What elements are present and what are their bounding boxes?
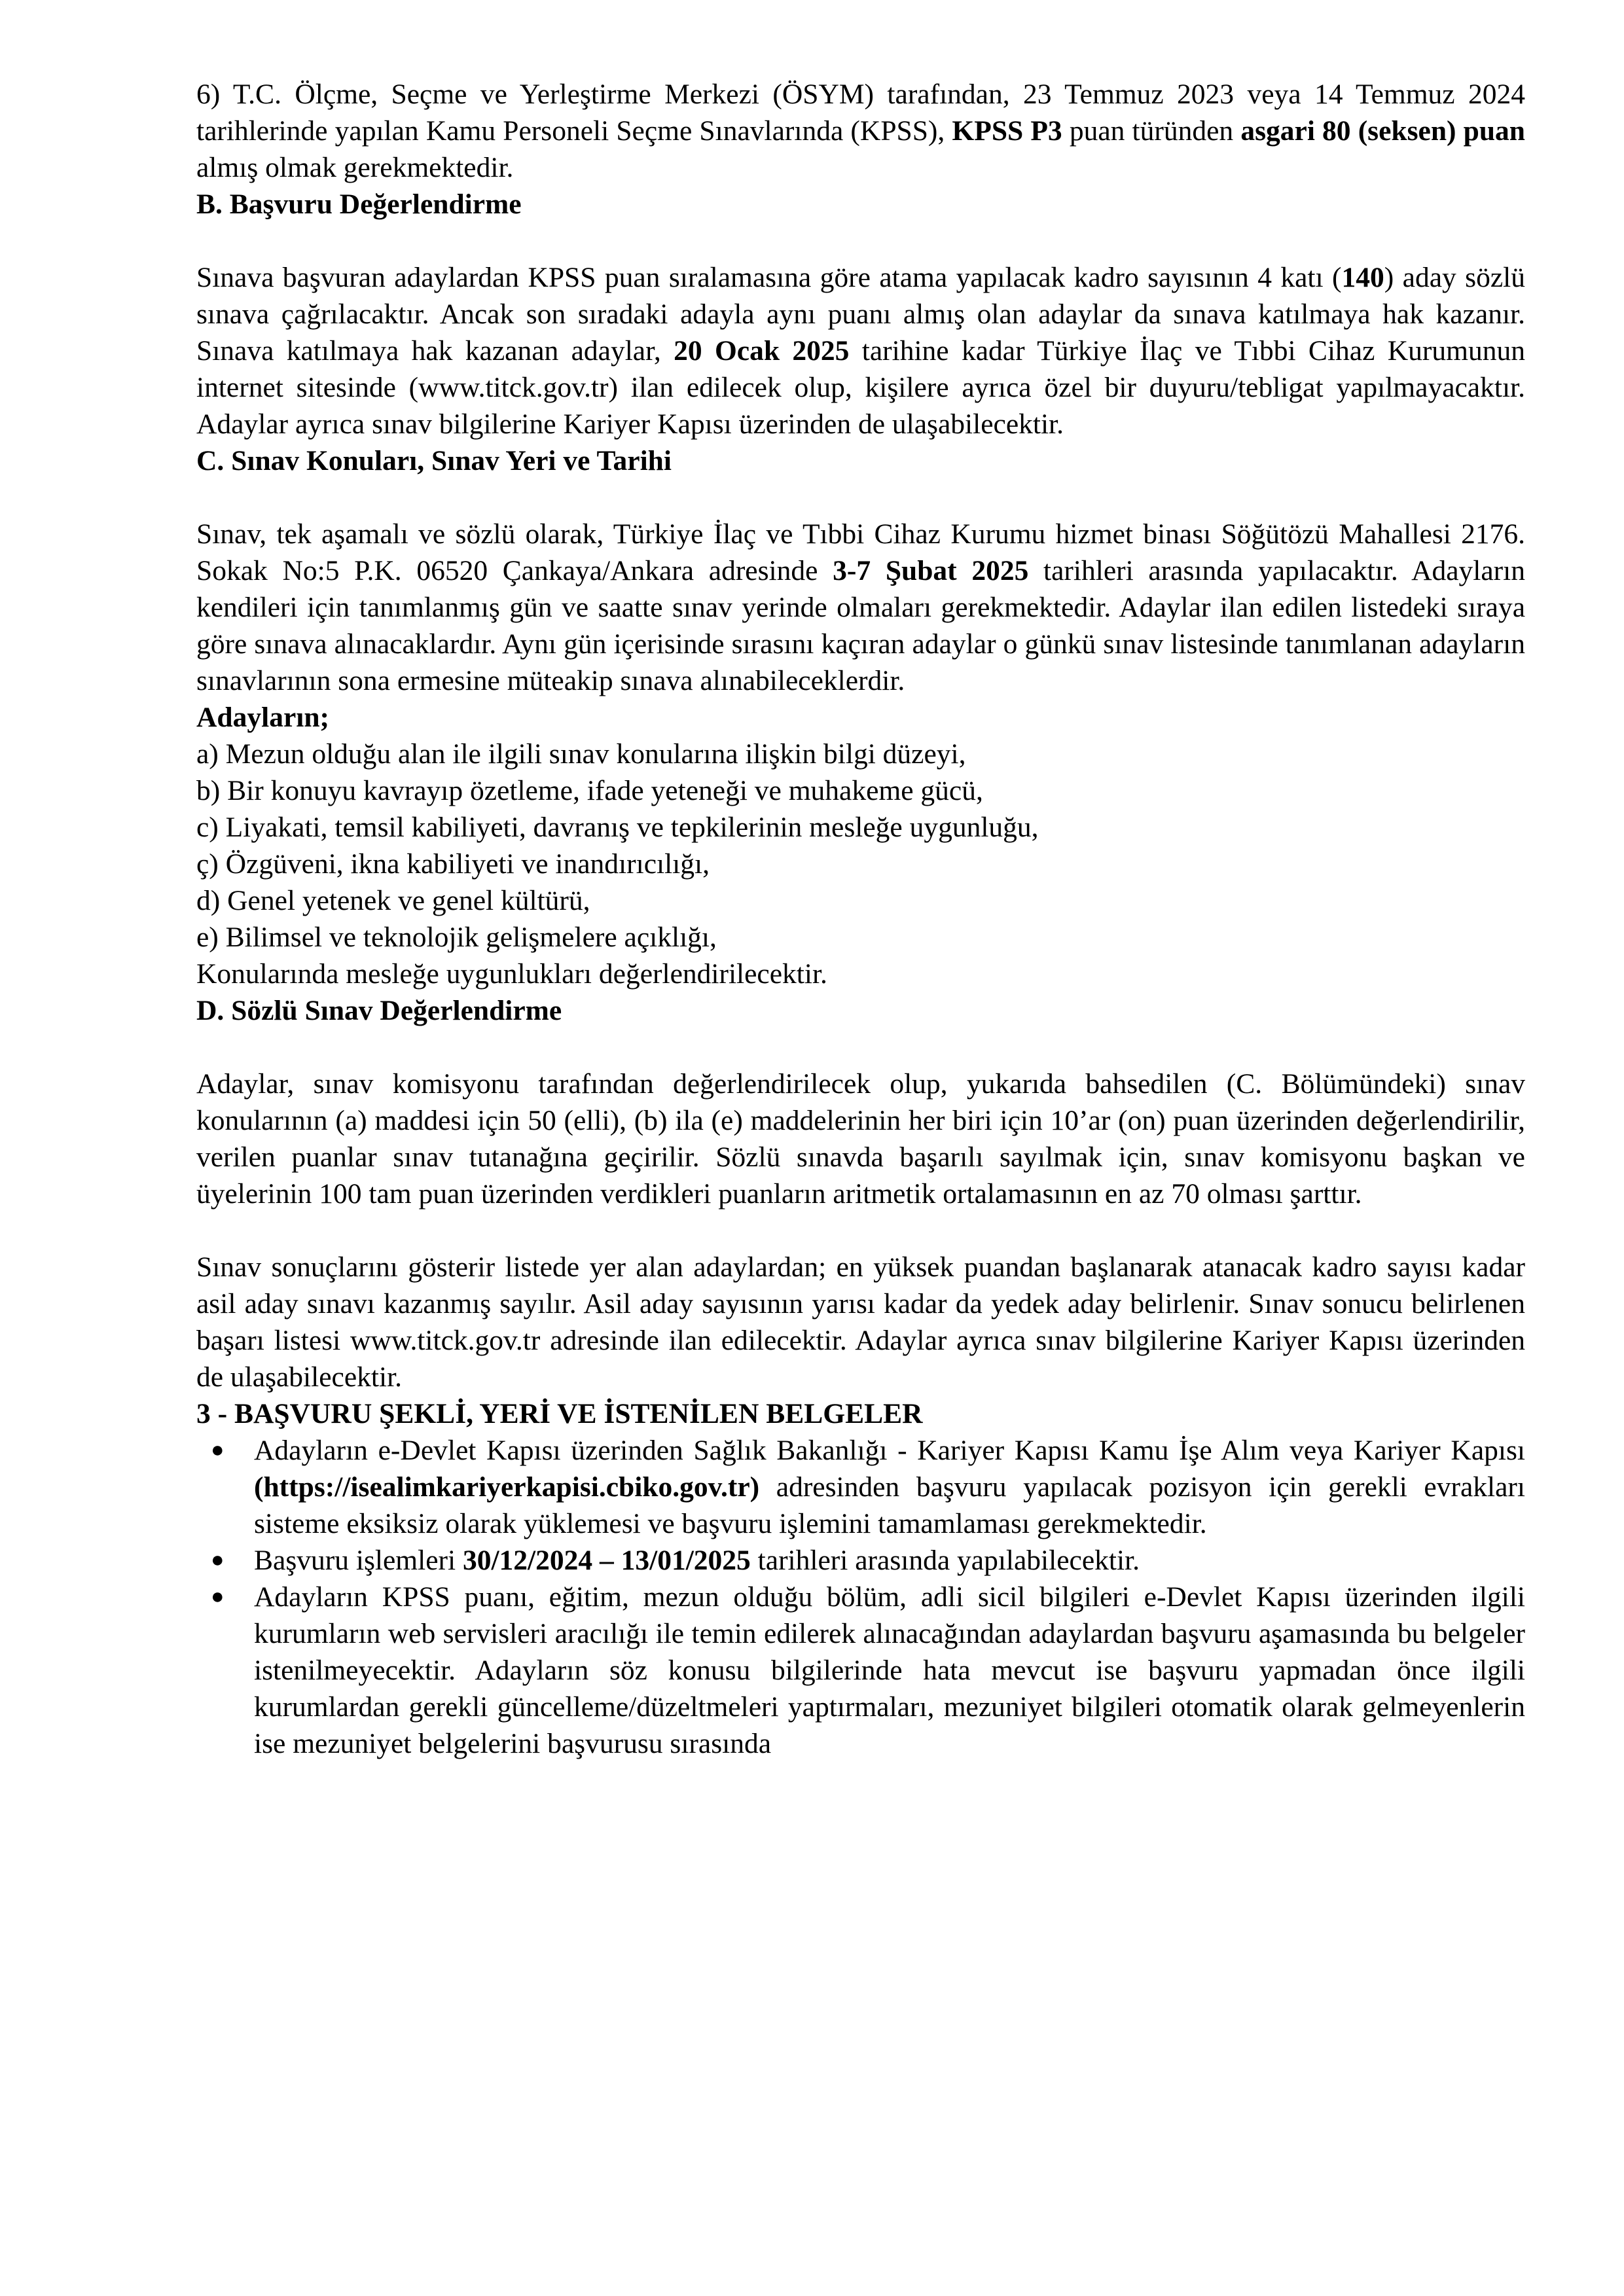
section-d-paragraph-1: Adaylar, sınav komisyonu tarafından değerlendirilecek olup, yukarıda bahsedilen (C. Bölümündeki) sınav konularının (a) maddesi için 50 (elli), (b) ila (e) maddelerinin her biri için 10’ar (on) puan üzerinden değerlendirilir, verilen puanlar sınav tutanağına geçirilir. Sözlü sınavda başarılı sayılmak için, sınav komisyonu başkan ve üyelerinin 100 tam puan üzerinden verdikleri puanların aritmetik ortalamasının en az 70 olması şarttır. [196,1068,1525,1210]
criteria-item: ç) Özgüveni, ikna kabiliyeti ve inandırıcılığı, [196,848,710,880]
bullet-icon: ● [211,1438,225,1462]
bullet-item-documents: ● Adayların KPSS puanı, eğitim, mezun olduğu bölüm, adli sicil bilgileri e-Devlet Kapısı üzerinden ilgili kurumların web servisleri aracılığı ile temin edilerek alınacağından adaylardan başvuru aşamasında bu belgeler istenilmeyecektir. Adayların söz konusu bilgilerinde hata mevcut ise başvuru yapmadan önce ilgili kurumlardan gerekli güncelleme/düzeltmeleri yaptırmaları, mezuniyet bilgileri otomatik olarak gelmeyenlerin ise mezuniyet belgelerini başvurusu sırasında [196,1579,1525,1762]
section-c-heading: C. Sınav Konuları, Sınav Yeri ve Tarihi [196,445,672,476]
section-3-heading: 3 - BAŞVURU ŞEKLİ, YERİ VE İSTENİLEN BELGELER [196,1398,923,1429]
criteria-item: c) Liyakati, temsil kabiliyeti, davranış ve tepkilerinin mesleğe uygunluğu, [196,812,1039,843]
document-page [196,76,1525,1762]
bullet-item-application-portal: ● Adayların e-Devlet Kapısı üzerinden Sağlık Bakanlığı - Kariyer Kapısı Kamu İşe Alım veya Kariyer Kapısı (https://isealimkariyerkapisi.cbiko.gov.tr) adresinden başvuru yapılacak pozisyon için gerekli evrakları sisteme eksiksiz olarak yüklemesi ve başvuru işlemini tamamlaması gerekmektedir. [196,1432,1525,1542]
section-b-heading: B. Başvuru Değerlendirme [196,188,522,220]
criteria-item: a) Mezun olduğu alan ile ilgili sınav konularına ilişkin bilgi düzeyi, [196,738,966,770]
criteria-item: d) Genel yetenek ve genel kültürü, [196,885,590,916]
criteria-list-footer: Konularında mesleğe uygunlukları değerlendirilecektir. [196,958,827,990]
bullet-item-application-dates: ● Başvuru işlemleri 30/12/2024 – 13/01/2025 tarihleri arasında yapılabilecektir. [196,1542,1525,1579]
section-d-heading: D. Sözlü Sınav Değerlendirme [196,995,562,1026]
bullet-icon: ● [211,1548,225,1572]
criteria-item: e) Bilimsel ve teknolojik gelişmelere açıklığı, [196,922,717,953]
application-bullet-list [196,1432,1525,1762]
criteria-item: b) Bir konuyu kavrayıp özetleme, ifade yeteneği ve muhakeme gücü, [196,775,983,806]
section-c-paragraph: Sınav, tek aşamalı ve sözlü olarak, Türkiye İlaç ve Tıbbi Cihaz Kurumu hizmet binası Söğütözü Mahallesi 2176. Sokak No:5 P.K. 06520 Çankaya/Ankara adresinde 3-7 Şubat 2025 tarihleri arasında yapılacaktır. Adayların kendileri için tanımlanmış gün ve saatte sınav yerinde olmaları gerekmektedir. Adaylar ilan edilen listedeki sıraya göre sınava alınacaklardır. Aynı gün içerisinde sırasını kaçıran adaylar o günkü sınav listesinde tanımlanan adayların sınavlarının sona ermesine müteakip sınava alınabileceklerdir. [196,518,1526,696]
item-6-paragraph: 6) T.C. Ölçme, Seçme ve Yerleştirme Merkezi (ÖSYM) tarafından, 23 Temmuz 2023 veya 14 Temmuz 2024 tarihlerinde yapılan Kamu Personeli Seçme Sınavlarında (KPSS), KPSS P3 puan türünden asgari 80 (seksen) puan almış olmak gerekmektedir. [196,79,1526,183]
section-d-paragraph-2: Sınav sonuçlarını gösterir listede yer alan adaylardan; en yüksek puandan başlanarak atanacak kadro sayısı kadar asil aday sınavı kazanmış sayılır. Asil aday sayısının yarısı kadar da yedek aday belirlenir. Sınav sonucu belirlenen başarı listesi www.titck.gov.tr adresinde ilan edilecektir. Adaylar ayrıca sınav bilgilerine Kariyer Kapısı üzerinden de ulaşabilecektir. [196,1251,1525,1393]
section-b-paragraph: Sınava başvuran adaylardan KPSS puan sıralamasına göre atama yapılacak kadro sayısının 4 katı (140) aday sözlü sınava çağrılacaktır. Ancak son sıradaki adayla aynı puanı almış olan adaylar da sınava katılmaya hak kazanır. Sınava katılmaya hak kazanan adaylar, 20 Ocak 2025 tarihine kadar Türkiye İlaç ve Tıbbi Cihaz Kurumunun internet sitesinde (www.titck.gov.tr) ilan edilecek olup, kişilere ayrıca özel bir duyuru/tebligat yapılmayacaktır. Adaylar ayrıca sınav bilgilerine Kariyer Kapısı üzerinden de ulaşabilecektir. [196,262,1525,440]
bullet-icon: ● [211,1585,225,1609]
criteria-list-title: Adayların; [196,702,330,733]
